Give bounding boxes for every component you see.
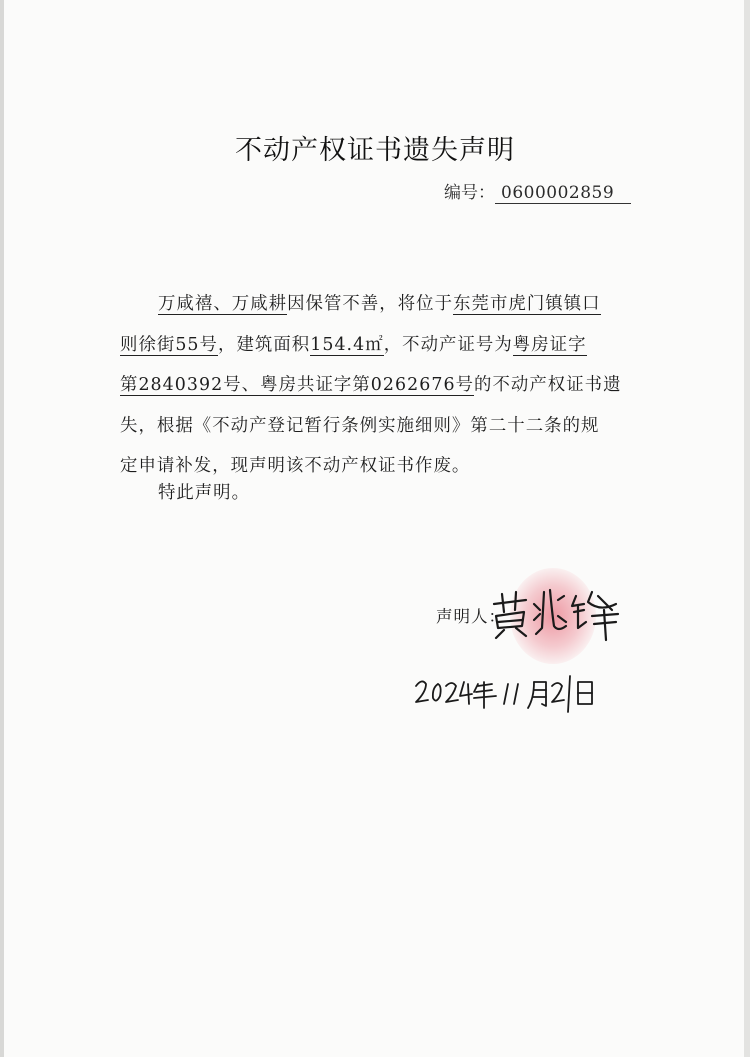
certificate-number-part2: 第2840392号、粤房共证字第0262676号 [120,375,475,395]
statement-body [120,284,640,487]
certificate-number-part1: 粤房证字 [512,334,587,355]
body-text: 因保管不善，将位于 [287,294,454,314]
document-number [444,178,631,204]
body-text: 的不动产权证书遗 [474,375,622,395]
declarant-label: 声明人： [436,607,506,626]
handwritten-signature [488,582,628,642]
document-title: 不动产权证书遗失声明 [235,135,515,166]
handwritten-date [412,670,612,720]
property-address-part1: 东莞市虎门镇镇口 [453,294,601,314]
body-line-3 [120,365,640,406]
document-number-value: 0600002859 [495,183,631,204]
body-line-2 [120,325,640,366]
property-address-part2: 则徐街55号 [120,334,218,355]
body-line-5: 定申请补发，现声明该不动产权证书作废。 [120,456,471,476]
closing-text: 特此声明。 [158,483,250,503]
floor-area: 154.4㎡ [310,334,384,355]
owner-names: 万咸禧、万咸耕 [158,294,288,314]
document-number-label: 编号： [444,183,495,203]
body-line-1 [120,284,640,325]
body-line-4: 失，根据《不动产登记暂行条例实施细则》第二十二条的规 [120,415,600,436]
body-text: ，建筑面积 [218,334,311,355]
body-text: ，不动产证号为 [383,334,513,355]
